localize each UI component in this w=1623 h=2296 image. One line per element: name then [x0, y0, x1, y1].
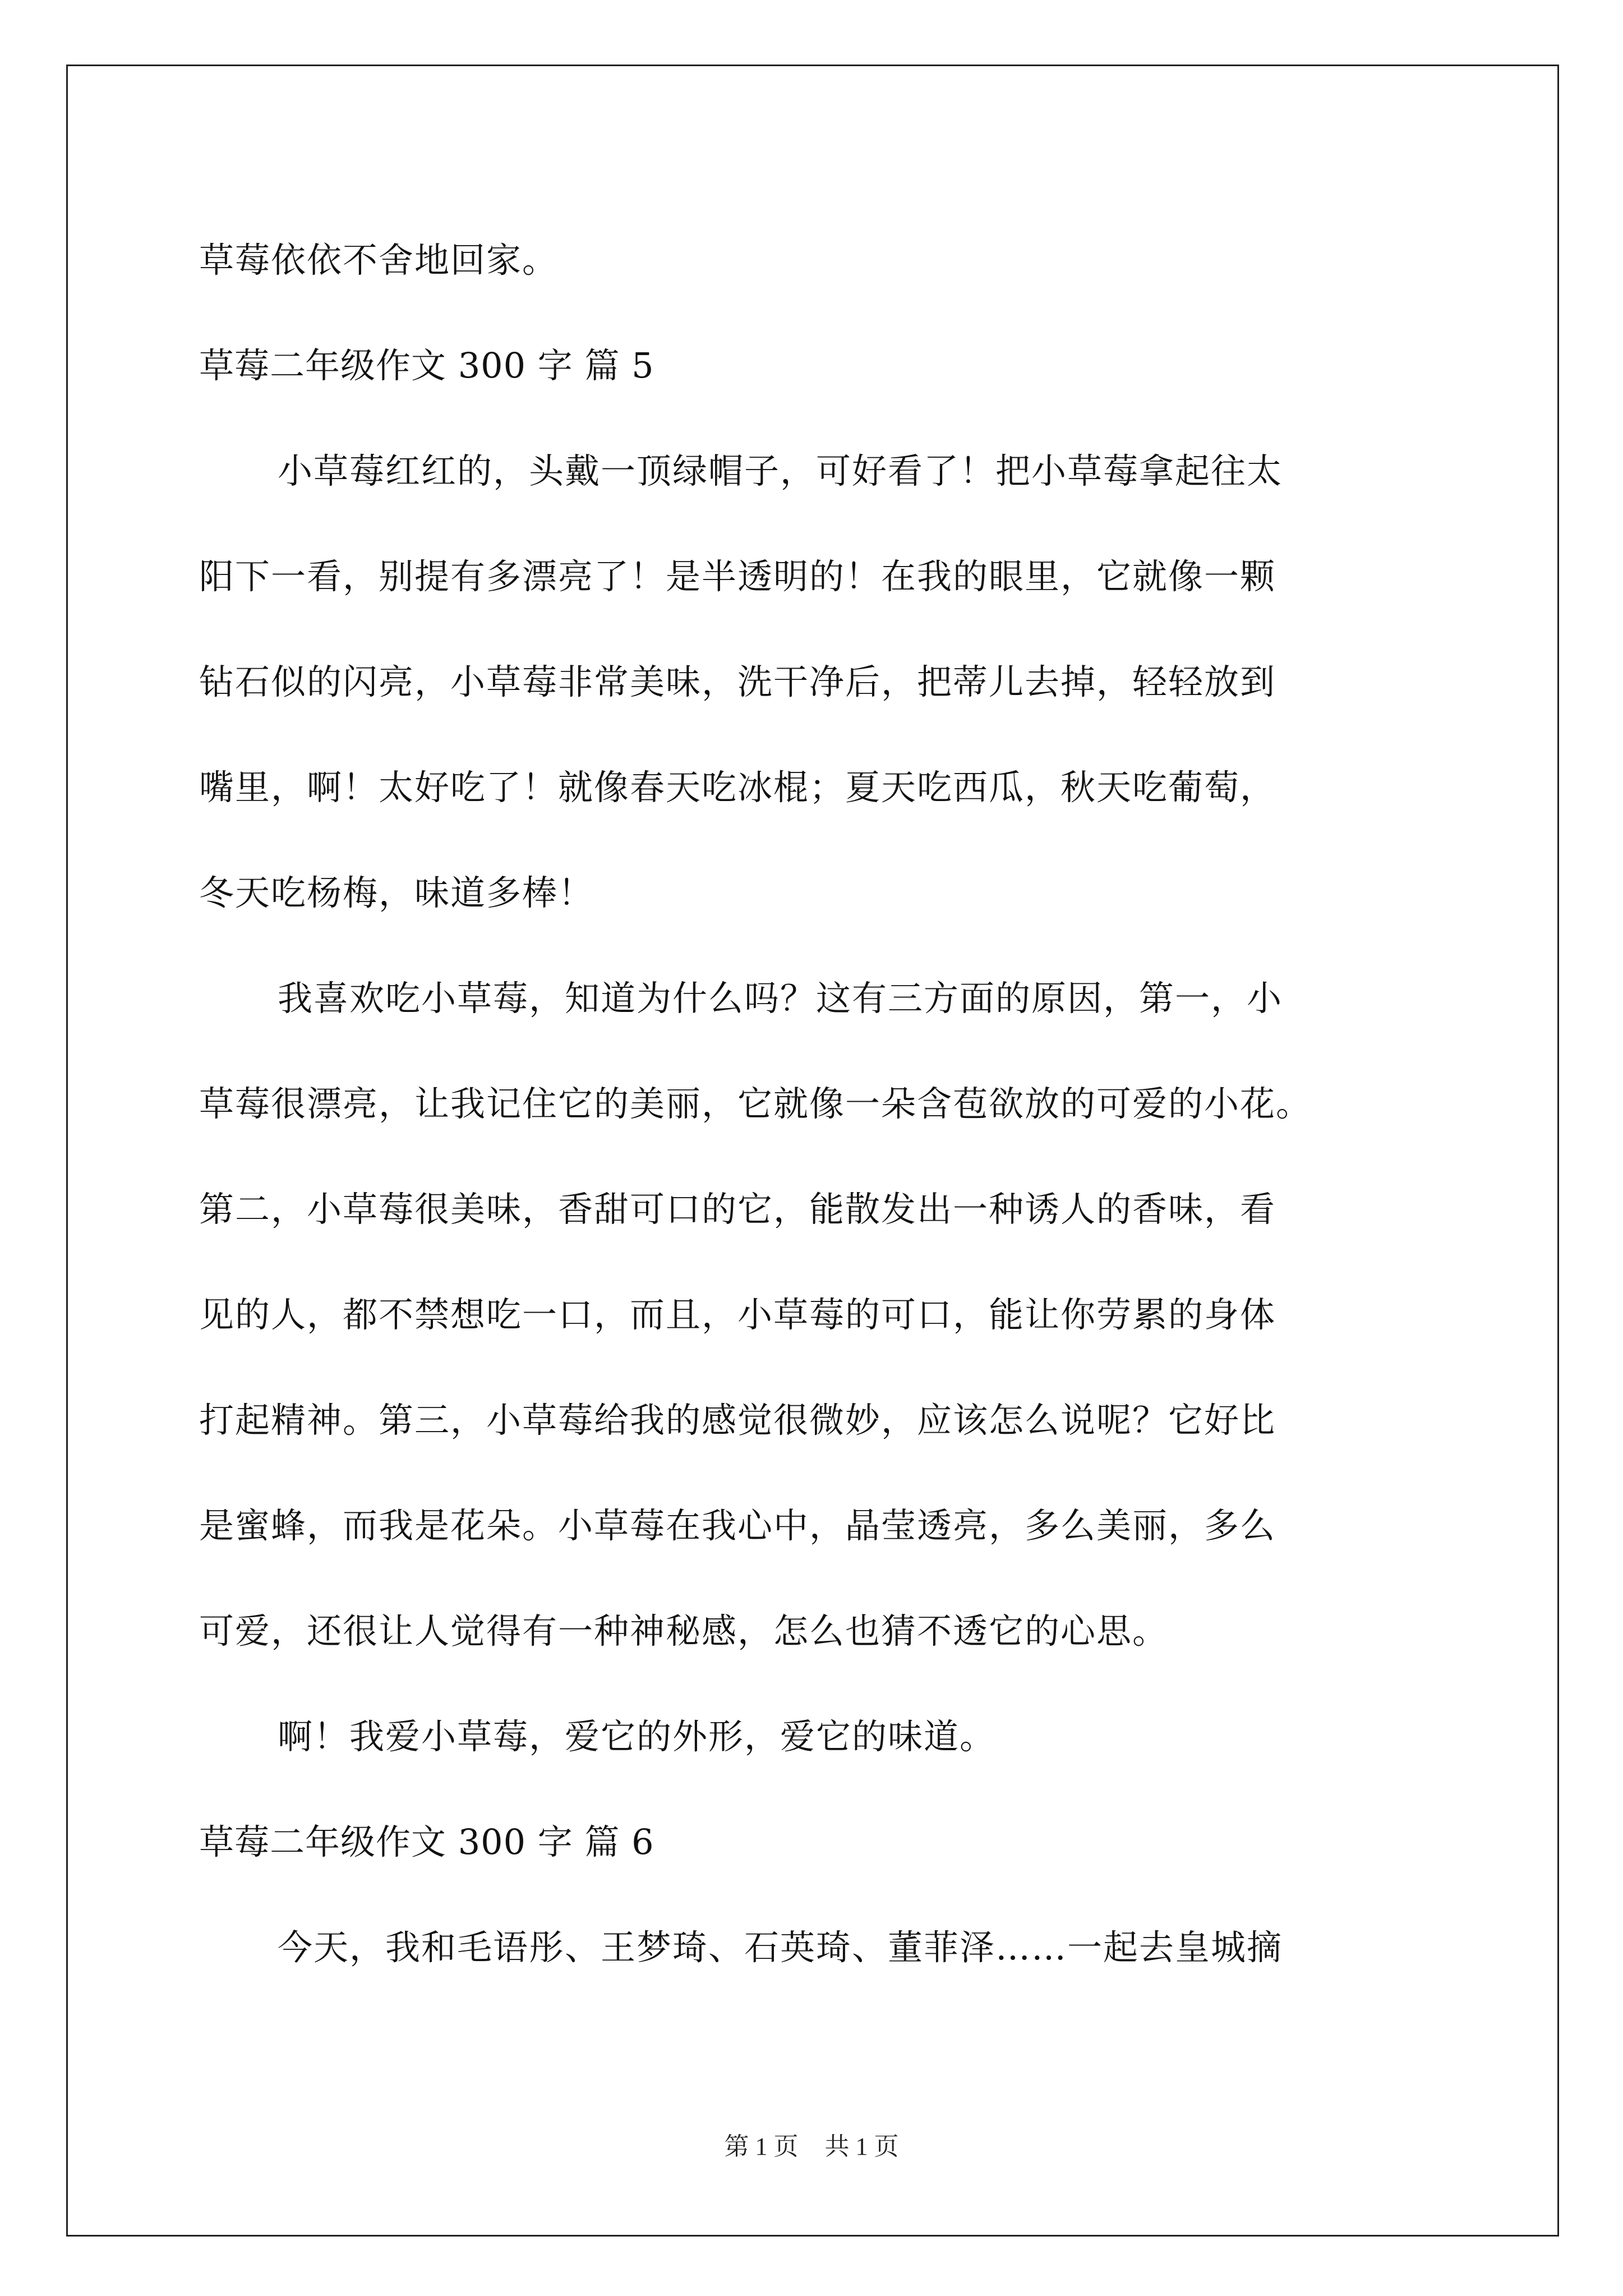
text-line: 是蜜蜂，而我是花朵。小草莓在我心中，晶莹透亮，多么美丽，多么	[199, 1505, 1276, 1546]
text-line: 啊！我爱小草莓，爱它的外形，爱它的味道。	[278, 1716, 996, 1757]
text-line: 草莓依依不舍地回家。	[199, 240, 559, 280]
page-footer	[0, 2126, 1623, 2162]
document-body	[199, 208, 1433, 2000]
page-total: 共 1 页	[824, 2133, 899, 2160]
text-line: 第二，小草莓很美味，香甜可口的它，能散发出一种诱人的香味，看	[199, 1189, 1276, 1230]
section-heading: 草莓二年级作文 300 字 篇 5	[199, 345, 654, 386]
text-line: 今天，我和毛语彤、王梦琦、石英琦、董菲泽……一起去皇城摘	[278, 1927, 1283, 1968]
text-line: 我喜欢吃小草莓，知道为什么吗？这有三方面的原因，第一，小	[278, 978, 1283, 1019]
text-line: 嘴里，啊！太好吃了！就像春天吃冰棍；夏天吃西瓜，秋天吃葡萄，	[199, 767, 1276, 808]
text-line: 阳下一看，别提有多漂亮了！是半透明的！在我的眼里，它就像一颗	[199, 556, 1276, 597]
section-heading: 草莓二年级作文 300 字 篇 6	[199, 1821, 654, 1862]
text-line: 草莓很漂亮，让我记住它的美丽，它就像一朵含苞欲放的可爱的小花。	[199, 1083, 1312, 1124]
page-number: 第 1 页	[724, 2133, 799, 2160]
text-line: 见的人，都不禁想吃一口，而且，小草莓的可口，能让你劳累的身体	[199, 1294, 1276, 1335]
text-line: 钻石似的闪亮，小草莓非常美味，洗干净后，把蒂儿去掉，轻轻放到	[199, 661, 1276, 702]
text-line: 打起精神。第三，小草莓给我的感觉很微妙，应该怎么说呢？它好比	[199, 1400, 1276, 1441]
text-line: 可爱，还很让人觉得有一种神秘感，怎么也猜不透它的心思。	[199, 1611, 1169, 1651]
text-line: 冬天吃杨梅，味道多棒！	[199, 872, 594, 913]
text-line: 小草莓红红的，头戴一顶绿帽子，可好看了！把小草莓拿起往太	[278, 450, 1283, 491]
